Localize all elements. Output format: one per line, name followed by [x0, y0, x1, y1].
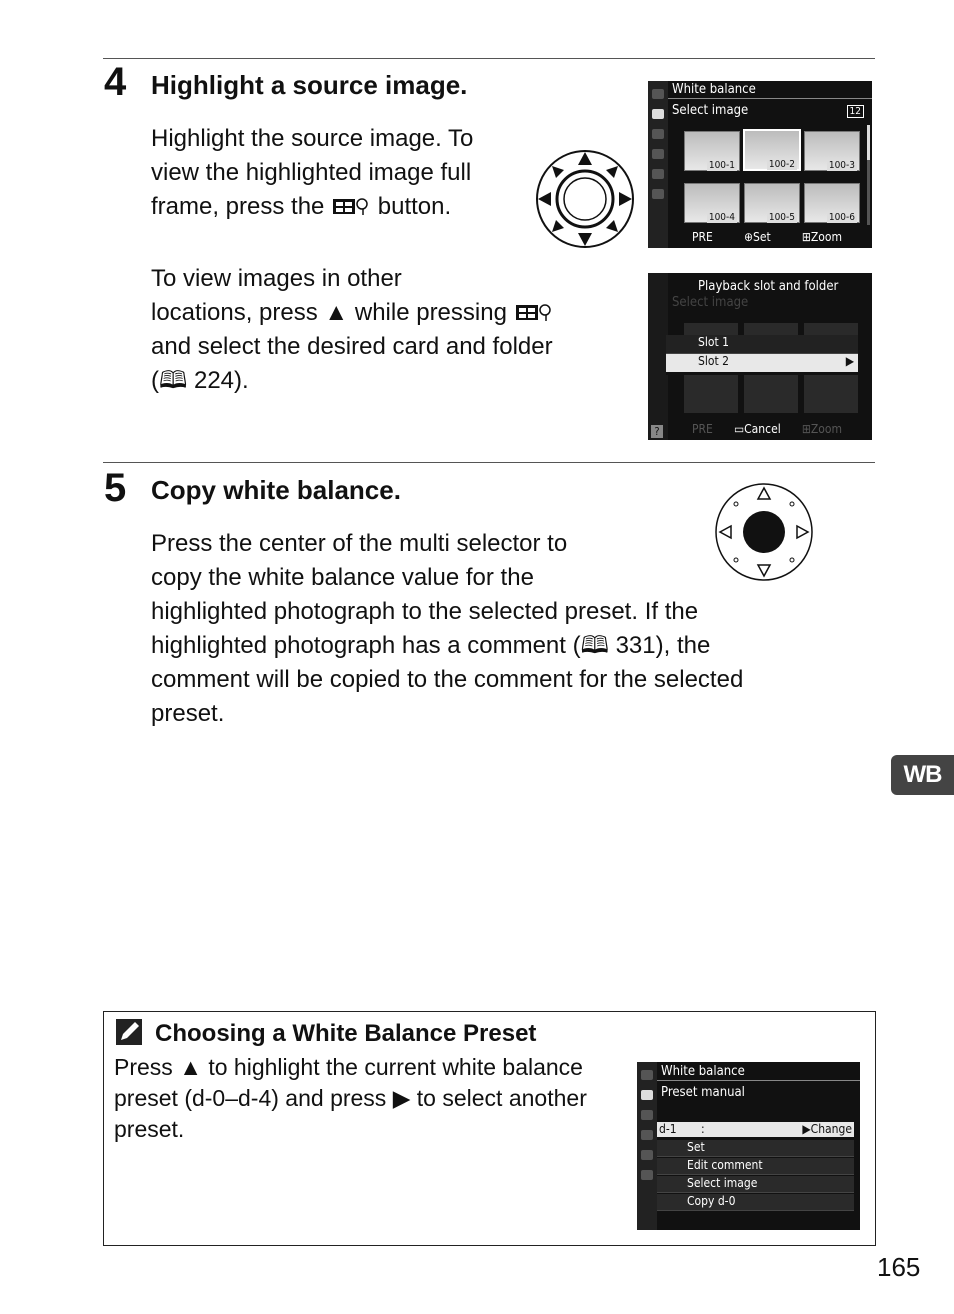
note-pencil-icon: [115, 1018, 143, 1046]
menu-item-select-image[interactable]: Select image: [657, 1176, 854, 1193]
menu-item-copy[interactable]: Copy d-0: [657, 1194, 854, 1211]
screen-title: White balance: [672, 82, 756, 97]
thumbnail[interactable]: 100-3: [804, 131, 860, 171]
note-text: Press ▲ to highlight the current white balance preset (d-0–d-4) and press ▶ to select another preset.: [114, 1054, 587, 1142]
thumbnail[interactable]: 100-4: [684, 183, 740, 223]
screen-title: White balance: [661, 1064, 745, 1079]
book-reference-icon: 🕮: [580, 632, 609, 659]
page-number: 165: [877, 1252, 921, 1282]
card-slot-icon: 12: [847, 105, 864, 118]
camera-screen-select-image: [648, 81, 872, 248]
menu-item-set[interactable]: Set: [657, 1140, 854, 1157]
preset-row-selected[interactable]: d-1 : ▶Change: [659, 1122, 852, 1136]
help-icon: ?: [651, 425, 663, 438]
menu-side-tabs: [637, 1062, 657, 1230]
step-5-number: 5: [104, 466, 127, 510]
slot-2-item[interactable]: Slot 2 ▶: [666, 354, 858, 372]
screen-subtitle: Preset manual: [661, 1085, 745, 1100]
screen-subtitle: Select image: [672, 103, 749, 118]
step-5-title: Copy white balance.: [151, 475, 401, 505]
thumbnail[interactable]: 100-6: [804, 183, 860, 223]
thumbnail[interactable]: 100-5: [744, 183, 800, 223]
step-4-title: Highlight a source image.: [151, 70, 468, 100]
screen-help-bar: PRE ▭Cancel ⊞Zoom: [692, 422, 842, 436]
right-arrow-icon: ▶: [845, 354, 854, 368]
camera-screen-preset-manual: [637, 1062, 860, 1230]
step-4-number: 4: [104, 60, 127, 104]
slot-dialog-title: Playback slot and folder: [698, 279, 839, 294]
middle-rule: [103, 462, 875, 463]
book-reference-icon: 🕮: [159, 367, 188, 394]
screen-help-bar: PRE ⊕Set ⊞Zoom: [692, 230, 842, 244]
menu-side-tabs: [648, 273, 668, 440]
up-arrow-icon: ▲: [179, 1054, 202, 1080]
menu-side-tabs: [648, 81, 668, 248]
slot-list: [666, 335, 858, 375]
up-arrow-icon: ▲: [324, 299, 349, 326]
chapter-tab-wb: WB: [891, 755, 954, 795]
multi-selector-dial-icon: [535, 149, 635, 249]
slot-1-item[interactable]: Slot 1: [666, 335, 858, 354]
step-4-paragraph-2: To view images in other locations, press ▲ while pressing and select the desired card and folder (🕮 224).: [151, 265, 553, 394]
menu-item-edit-comment[interactable]: Edit comment: [657, 1158, 854, 1175]
top-rule: [103, 58, 875, 59]
right-arrow-icon: ▶: [392, 1085, 411, 1111]
thumbnail-selected[interactable]: 100-2: [743, 129, 801, 171]
thumbnail-zoom-icon: [331, 196, 371, 216]
camera-screen-playback-slot: Select image Playback slot and folder Slot 1 Slot 2 ▶ ? PRE ▭Cancel ⊞Zoom: [648, 273, 872, 440]
step-5-paragraph: Press the center of the multi selector to copy the white balance value for the highlighted photograph to the selected preset. If the highlighted photograph has a comment (🕮 331), the comment will be copied to the comment for the selected preset.: [151, 530, 744, 727]
thumbnail[interactable]: 100-1: [684, 131, 740, 171]
right-arrow-icon: ▶: [802, 1122, 811, 1136]
thumbnail-zoom-icon: [514, 302, 554, 322]
note-title: Choosing a White Balance Preset: [155, 1020, 537, 1047]
step-4-paragraph-1: Highlight the source image. To view the highlighted image full frame, press the button.: [151, 125, 474, 220]
